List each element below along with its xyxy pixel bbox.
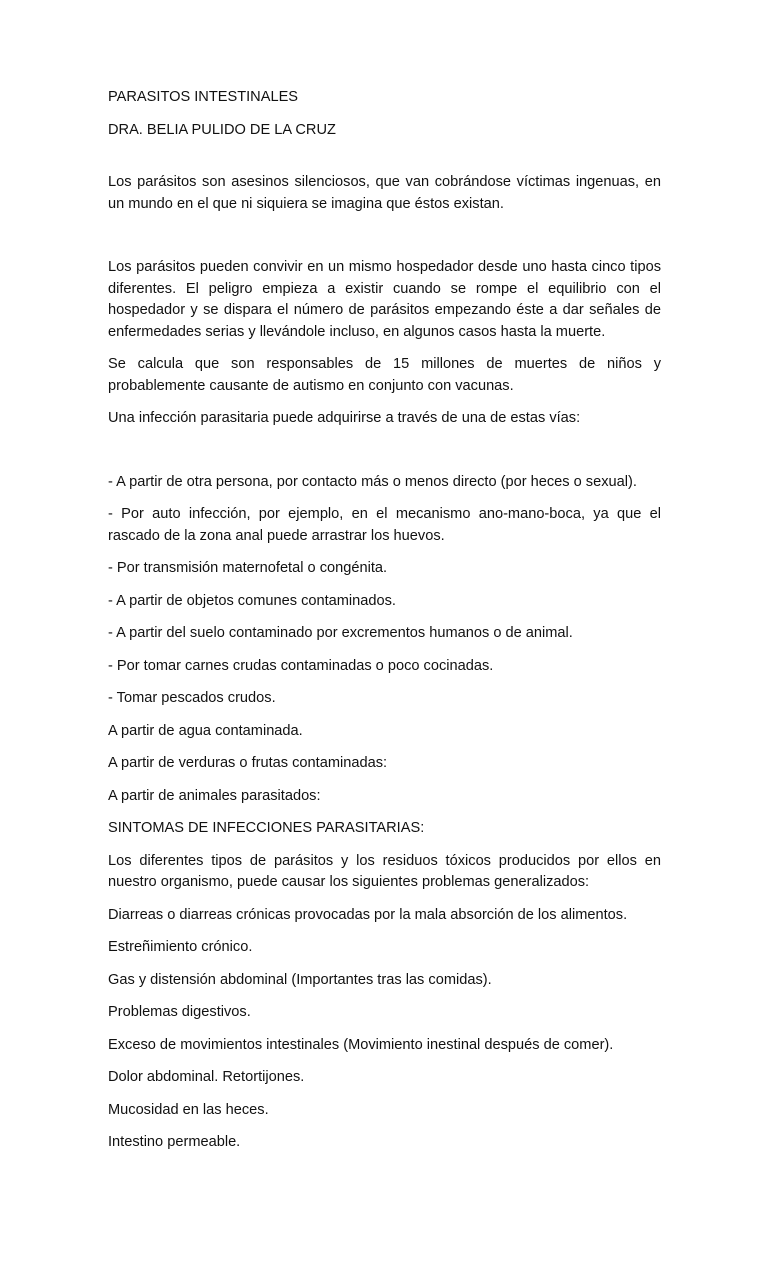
document-title: PARASITOS INTESTINALES: [108, 89, 299, 105]
symptom-item: Estreñimiento crónico.: [108, 939, 253, 955]
symptom-item: Dolor abdominal. Retortijones.: [108, 1069, 305, 1085]
way-item: A partir de animales parasitados:: [108, 787, 321, 804]
symptom-item: Intestino permeable.: [108, 1134, 241, 1150]
document-author: DRA. BELIA PULIDO DE LA CRUZ: [108, 121, 336, 138]
way-item: - A partir de otra persona, por contacto más o menos directo (por heces o sexual).: [108, 473, 637, 490]
way-item: - Por tomar carnes crudas contaminadas o poco cocinadas.: [108, 657, 494, 674]
symptoms-intro-paragraph: Los diferentes tipos de parásitos y los residuos tóxicos producidos por ellos en nuestro organismo, puede causar los siguientes problemas generalizados:: [108, 852, 661, 890]
deaths-paragraph: Se calcula que son responsables de 15 millones de muertes de niños y probablemente causante de autismo en conjunto con vacunas.: [108, 356, 661, 394]
way-item: - Tomar pescados crudos.: [108, 690, 276, 706]
way-item: A partir de agua contaminada.: [108, 722, 303, 739]
symptom-item: Diarreas o diarreas crónicas provocadas por la mala absorción de los alimentos.: [108, 906, 628, 923]
symptom-item: Mucosidad en las heces.: [108, 1101, 269, 1118]
way-item: - A partir del suelo contaminado por excrementos humanos o de animal.: [108, 625, 573, 641]
document-body: [108, 87, 661, 1165]
way-item: - Por transmisión maternofetal o congénita.: [108, 560, 388, 576]
intro-paragraph: Los parásitos son asesinos silenciosos, que van cobrándose víctimas ingenuas, en un mundo en el que ni siquiera se imagina que éstos existan.: [108, 174, 661, 212]
symptom-item: Problemas digestivos.: [108, 1004, 251, 1020]
way-item: - A partir de objetos comunes contaminados.: [108, 592, 396, 609]
way-item: - Por auto infección, por ejemplo, en el mecanismo ano-mano-boca, ya que el rascado de la zona anal puede arrastrar los huevos.: [108, 506, 661, 544]
way-item: A partir de verduras o frutas contaminadas:: [108, 755, 388, 771]
symptom-item: Exceso de movimientos intestinales (Movimiento inestinal después de comer).: [108, 1036, 614, 1053]
hosts-paragraph: Los parásitos pueden convivir en un mismo hospedador desde uno hasta cinco tipos diferentes. El peligro empieza a existir cuando se rompe el equilibrio con el hospedador y se dispara el número de parásitos empezando éste a dar señales de enfermedades serias y llevándole incluso, en algunos casos hasta la muerte.: [108, 259, 661, 340]
ways-intro-paragraph: Una infección parasitaria puede adquirirse a través de una de estas vías:: [108, 410, 581, 426]
symptoms-heading: SINTOMAS DE INFECCIONES PARASITARIAS:: [108, 820, 425, 836]
symptom-item: Gas y distensión abdominal (Importantes tras las comidas).: [108, 971, 492, 988]
